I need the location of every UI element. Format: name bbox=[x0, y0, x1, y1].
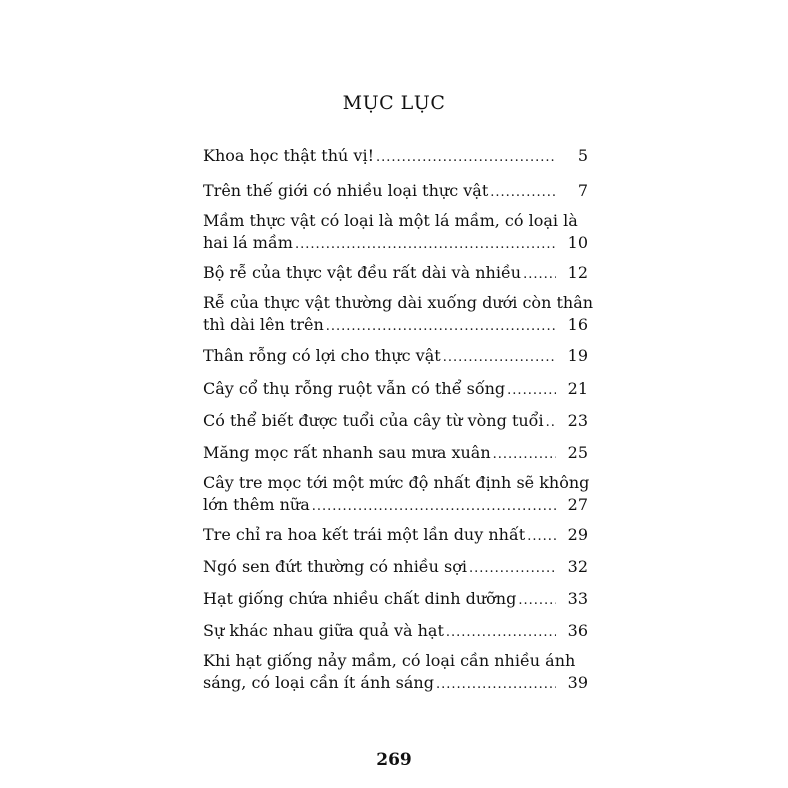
toc-entry-row bbox=[203, 410, 588, 434]
toc-entry-row bbox=[203, 378, 588, 402]
page-title: MỤC LỤC bbox=[342, 92, 446, 114]
toc-entry-page: 10 bbox=[567, 233, 588, 252]
toc-entry-row bbox=[203, 620, 588, 644]
dot-leader bbox=[326, 316, 556, 338]
toc-entry-page: 27 bbox=[567, 495, 588, 514]
toc-entry-title-line: lớn thêm nữa bbox=[203, 495, 310, 514]
toc-entry-title-line: Hạt giống chứa nhiều chất dinh dưỡng bbox=[203, 589, 517, 608]
toc-entry-page: 12 bbox=[567, 263, 588, 282]
toc-entry-row bbox=[203, 442, 588, 466]
toc-entry-title-line: Rễ của thực vật thường dài xuống dưới còn thân bbox=[203, 293, 594, 312]
toc-entry-page: 25 bbox=[567, 443, 588, 462]
toc-entry-title-line: Có thể biết được tuổi của cây từ vòng tuổi bbox=[203, 411, 544, 430]
toc-entry-page: 39 bbox=[567, 673, 588, 692]
dot-leader bbox=[312, 496, 556, 518]
toc-entry-page: 19 bbox=[567, 346, 588, 365]
dot-leader bbox=[507, 380, 556, 402]
dot-leader bbox=[523, 264, 556, 286]
toc-entry bbox=[203, 345, 588, 369]
dot-leader bbox=[446, 622, 556, 644]
toc-entry bbox=[203, 620, 588, 644]
toc-entry-page: 21 bbox=[567, 379, 588, 398]
toc-entry bbox=[203, 442, 588, 466]
toc-entry-row bbox=[203, 262, 588, 286]
toc-entry-page: 32 bbox=[567, 557, 588, 576]
toc-entry-title-line: Măng mọc rất nhanh sau mưa xuân bbox=[203, 443, 491, 462]
toc-entry-row bbox=[203, 524, 588, 548]
toc-entry-title-line: Sự khác nhau giữa quả và hạt bbox=[203, 621, 444, 640]
toc-entry bbox=[203, 556, 588, 580]
toc-entry-title-line: hai lá mầm bbox=[203, 233, 293, 252]
toc-entry-row bbox=[203, 556, 588, 580]
toc-entry-row bbox=[203, 180, 588, 204]
dot-leader bbox=[493, 444, 556, 466]
dot-leader bbox=[546, 412, 556, 434]
page-number: 269 bbox=[376, 750, 412, 770]
dot-leader bbox=[443, 347, 556, 369]
dot-leader bbox=[295, 234, 556, 256]
toc-entry-page: 33 bbox=[567, 589, 588, 608]
toc-entry bbox=[203, 292, 594, 338]
toc-entry-row bbox=[203, 672, 588, 696]
toc-entry bbox=[203, 472, 588, 518]
dot-leader bbox=[490, 182, 556, 204]
toc-entry-page: 36 bbox=[567, 621, 588, 640]
toc-entry-row bbox=[203, 494, 588, 518]
toc-entry-row bbox=[203, 145, 588, 169]
toc-entry-row bbox=[203, 314, 588, 338]
toc-entry bbox=[203, 410, 588, 434]
toc-entry-page: 29 bbox=[567, 525, 588, 544]
toc-entry-page: 23 bbox=[567, 411, 588, 430]
toc-entry-title-line: Cây tre mọc tới một mức độ nhất định sẽ không bbox=[203, 473, 590, 492]
toc-entry-page: 16 bbox=[567, 315, 588, 334]
toc-entry-title-line: Thân rỗng có lợi cho thực vật bbox=[203, 346, 441, 365]
toc-entry bbox=[203, 210, 588, 256]
dot-leader bbox=[518, 590, 556, 612]
dot-leader bbox=[376, 147, 556, 169]
toc-entry-page: 7 bbox=[577, 181, 588, 200]
toc-entry bbox=[203, 524, 588, 548]
toc-entry-title-line: Mầm thực vật có loại là một lá mầm, có loại là bbox=[203, 211, 578, 230]
toc-entry-title-line: Khi hạt giống nảy mầm, có loại cần nhiều ánh bbox=[203, 651, 576, 670]
toc-entry-title-line: Cây cổ thụ rỗng ruột vẫn có thể sống bbox=[203, 379, 506, 398]
toc-entry bbox=[203, 588, 588, 612]
toc-entry-title-line: Ngó sen đứt thường có nhiều sợi bbox=[203, 557, 467, 576]
toc-entry-title-line: Tre chỉ ra hoa kết trái một lần duy nhất bbox=[203, 525, 526, 544]
toc-entry-title-line: Khoa học thật thú vị! bbox=[203, 146, 374, 165]
toc-entry bbox=[203, 145, 588, 169]
toc-entry-row bbox=[203, 345, 588, 369]
dot-leader bbox=[436, 674, 556, 696]
dot-leader bbox=[527, 526, 556, 548]
toc-entry-title-line: Trên thế giới có nhiều loại thực vật bbox=[203, 181, 489, 200]
toc-entry bbox=[203, 180, 588, 204]
toc-entry-title-line: thì dài lên trên bbox=[203, 315, 324, 334]
toc-entry-title-line: sáng, có loại cần ít ánh sáng bbox=[203, 673, 434, 692]
toc-entry-page: 5 bbox=[577, 146, 588, 165]
toc-entry-title-line: Bộ rễ của thực vật đều rất dài và nhiều bbox=[203, 263, 522, 282]
toc-entry bbox=[203, 378, 588, 402]
toc-entry bbox=[203, 262, 588, 286]
dot-leader bbox=[469, 558, 556, 580]
toc-entry-row bbox=[203, 588, 588, 612]
toc-entry-row bbox=[203, 232, 588, 256]
toc-entry bbox=[203, 650, 588, 696]
